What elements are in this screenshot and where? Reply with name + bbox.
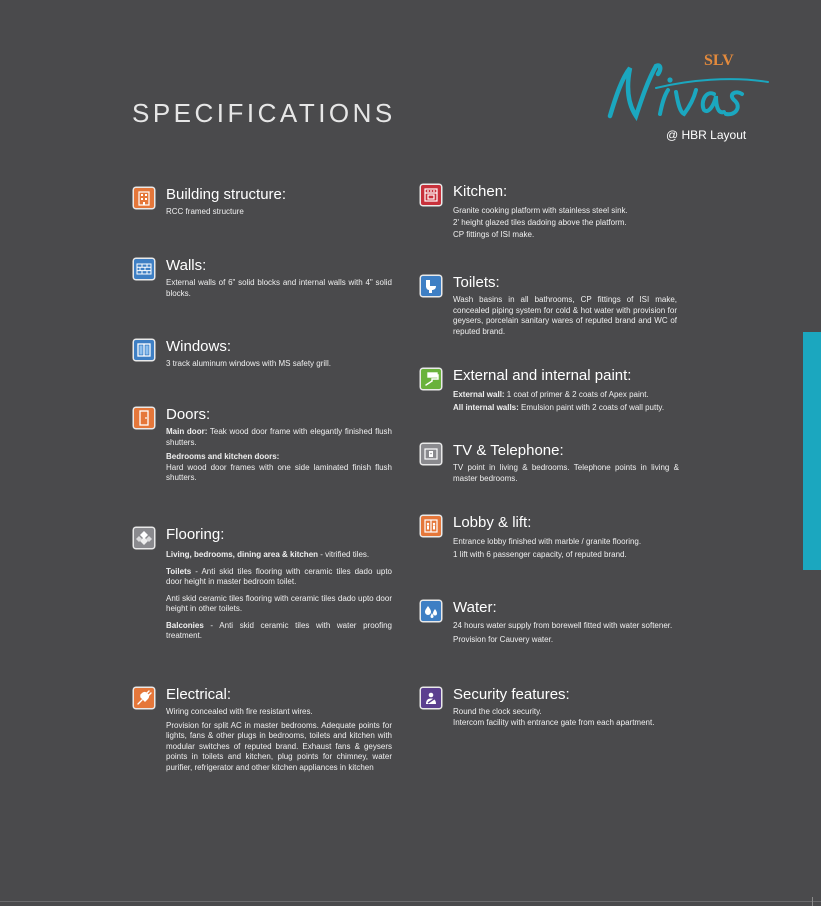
spec-text: 24 hours water supply from borewell fitted with water softener. [453, 621, 673, 630]
door-icon [134, 408, 154, 428]
spec-body [166, 707, 392, 777]
spec-heading: Security features: [453, 686, 570, 703]
spec-text: Wash basins in all bathrooms, CP fittings of ISI make, concealed piping system for cold & hot water with provision for geysers, porcelain sanitary wares of reputed brand and WC of reputed brand. [453, 295, 677, 336]
spec-heading: Flooring: [166, 526, 225, 543]
spec-body [166, 359, 392, 374]
spec-value: - Anti skid tiles flooring with ceramic tiles dado upto door height in master bedroom toilet. [166, 566, 392, 586]
elevator-icon [421, 516, 441, 536]
spec-text: 3 track aluminum windows with MS safety grill. [166, 359, 331, 368]
spec-body [453, 463, 679, 488]
paint-roller-icon [421, 369, 441, 389]
spec-heading: Lobby & lift: [453, 514, 532, 531]
brand-logo [596, 42, 776, 147]
side-accent-bar [803, 332, 821, 570]
spec-body [453, 621, 677, 649]
spec-heading: Toilets: [453, 274, 500, 291]
spec-body [453, 706, 693, 728]
floor-tiles-icon [134, 528, 154, 548]
spec-body [166, 427, 392, 488]
tv-phone-icon [421, 444, 441, 464]
spec-value: Hard wood door frames with one side laminated finish flush shutters. [166, 462, 392, 482]
spec-text: Round the clock security. [453, 707, 542, 716]
spec-label: External wall: [453, 390, 505, 399]
spec-heading: Windows: [166, 338, 232, 355]
spec-heading: Electrical: [166, 686, 232, 703]
spec-heading: Doors: [166, 406, 211, 423]
spec-text: Wiring concealed with fire resistant wires. [166, 707, 313, 716]
spec-heading: TV & Telephone: [453, 442, 564, 459]
spec-text [166, 427, 392, 448]
spec-heading: Water: [453, 599, 497, 616]
spec-body [453, 295, 677, 341]
spec-body [453, 388, 693, 414]
spec-value: Emulsion paint with 2 coats of wall putty. [518, 403, 665, 412]
spec-text: External walls of 6" solid blocks and internal walls with 4" solid blocks. [166, 278, 392, 298]
spec-text [166, 621, 392, 642]
spec-heading: Kitchen: [453, 183, 508, 200]
spec-text: Provision for split AC in master bedrooms. Adequate points for lights, fans & other plugs in bedrooms, toilets and kitchen with modular switches of reputed brand. Exhaust fans & geysers points in toilets and kitchen, plug points for chimney, water purifier, refrigerator and other kitchen appliances in kitchen [166, 720, 392, 772]
spec-value: - vitrified tiles. [318, 550, 370, 559]
spec-text: 1 lift with 6 passenger capacity, of reputed brand. [453, 550, 627, 559]
page-title: SPECIFICATIONS [132, 98, 396, 128]
spec-body [166, 550, 392, 646]
spec-value: - Anti skid ceramic tiles with water proofing treatment. [166, 620, 392, 640]
spec-text [166, 567, 392, 588]
spec-label: All internal walls: [453, 403, 519, 412]
spec-value: 1 coat of primer & 2 coats of Apex paint. [504, 390, 649, 399]
spec-heading: Building structure: [166, 186, 287, 203]
spec-heading: External and internal paint: [453, 367, 632, 384]
nivas-script-logo [596, 58, 776, 130]
spec-label: Toilets [166, 566, 192, 576]
spec-value: Teak wood door frame with elegantly finished flush shutters. [166, 427, 392, 447]
bottom-divider [0, 901, 821, 902]
logo-location: @ HBR Layout [666, 128, 747, 142]
spec-text [166, 550, 392, 561]
building-icon [134, 188, 154, 208]
electric-plug-icon [134, 688, 154, 708]
spec-text: Granite cooking platform with stainless steel sink. [453, 206, 628, 215]
spec-text: Intercom facility with entrance gate from each apartment. [453, 718, 655, 727]
spec-text: RCC framed structure [166, 207, 244, 216]
spec-text [453, 401, 693, 414]
water-drops-icon [421, 601, 441, 621]
spec-text: CP fittings of ISI make. [453, 230, 535, 239]
window-icon [134, 340, 154, 360]
logo-brand: SLV [704, 52, 734, 69]
security-guard-icon [421, 688, 441, 708]
spec-heading: Walls: [166, 257, 207, 274]
spec-body [453, 535, 693, 561]
spec-text: Entrance lobby finished with marble / granite flooring. [453, 537, 642, 546]
spec-body [166, 207, 392, 222]
spec-label: Bedrooms and kitchen doors: [166, 452, 280, 461]
spec-body [166, 278, 392, 303]
spec-text [166, 452, 392, 484]
kitchen-stove-icon [421, 185, 441, 205]
toilet-icon [421, 276, 441, 296]
spec-text: TV point in living & bedrooms. Telephone points in living & master bedrooms. [453, 463, 679, 483]
brick-wall-icon [134, 259, 154, 279]
spec-text: Anti skid ceramic tiles flooring with ceramic tiles dado upto door height in other toilets. [166, 593, 392, 613]
spec-label: Living, bedrooms, dining area & kitchen [166, 550, 319, 559]
spec-body [453, 205, 683, 241]
spec-text: Provision for Cauvery water. [453, 634, 554, 644]
corner-mark [812, 897, 813, 906]
spec-text: 2' height glazed tiles dadoing above the platform. [453, 218, 627, 227]
spec-label: Main door: [166, 427, 208, 436]
spec-text [453, 388, 693, 401]
spec-label: Balconies [166, 620, 204, 630]
